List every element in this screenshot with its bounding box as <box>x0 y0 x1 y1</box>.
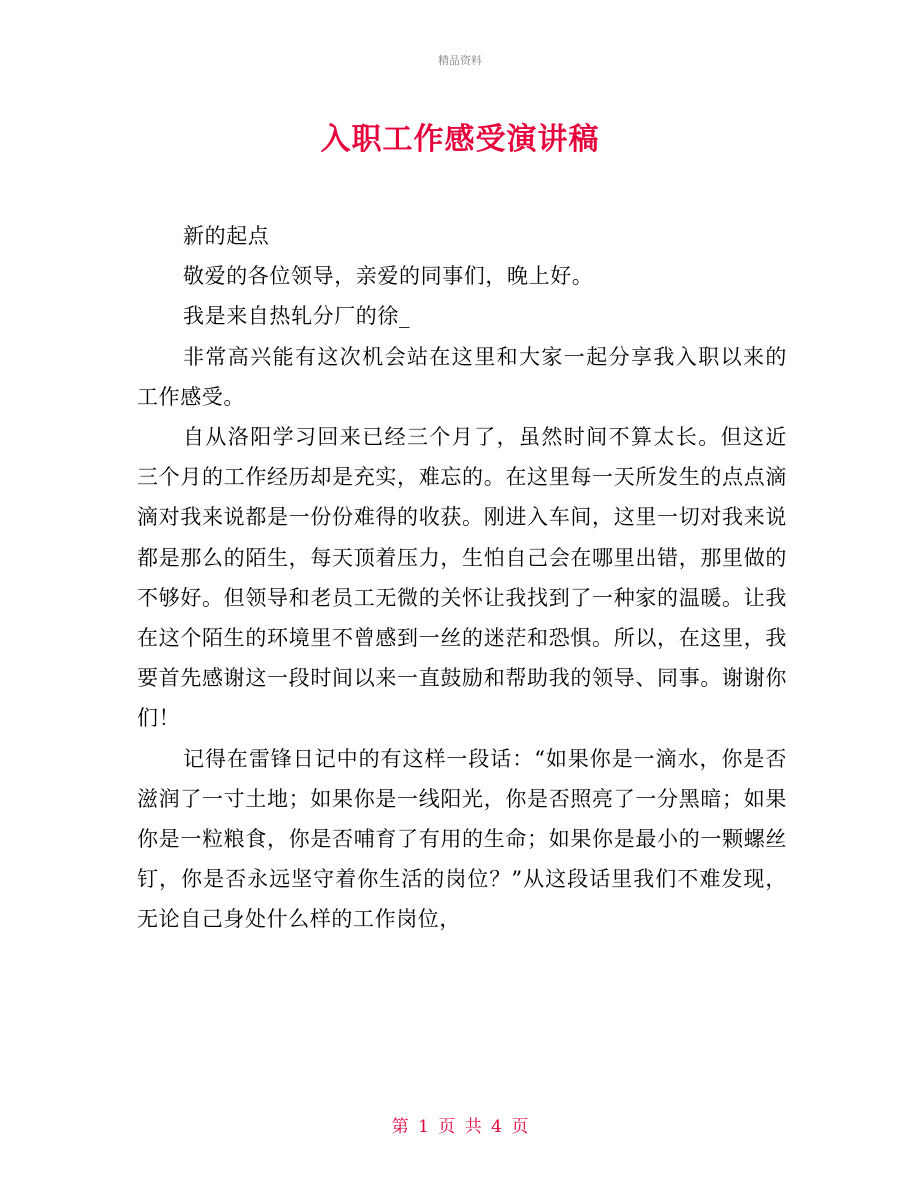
document-body <box>137 216 787 940</box>
page-number-footer: 第 1 页 共 4 页 <box>391 1117 529 1137</box>
paragraph-heading: 新的起点 <box>183 224 270 248</box>
paragraph-experience: 自从洛阳学习回来已经三个月了，虽然时间不算太长。但这近三个月的工作经历却是充实，难忘的。在这里每一天所发生的点点滴滴对我来说都是一份份难得的收获。刚进入车间，这里一切对我来说都是那么的陌生，每天顶着压力，生怕自己会在哪里出错，那里做的不够好。但领导和老员工无微的关怀让我找到了一种家的温暖。让我在这个陌生的环境里不曾感到一丝的迷茫和恐惧。所以，在这里，我要首先感谢这一段时间以来一直鼓励和帮助我的领导、同事。谢谢你们！ <box>137 425 787 731</box>
paragraph-introduction: 我是来自热轧分厂的徐_ <box>183 304 411 329</box>
paragraph-opening: 非常高兴能有这次机会站在这里和大家一起分享我入职以来的工作感受。 <box>137 344 787 409</box>
paragraph-greeting: 敬爱的各位领导，亲爱的同事们，晚上好。 <box>183 264 594 289</box>
document-title: 入职工作感受演讲稿 <box>320 122 600 157</box>
paragraph-quote: 记得在雷锋日记中的有这样一段话：“如果你是一滴水，你是否滋润了一寸土地；如果你是一线阳光，你是否照亮了一分黑暗；如果你是一粒粮食，你是否哺育了有用的生命；如果你是最小的一颗螺丝钉，你是否永远坚守着你生活的岗位？”从这段话里我们不难发现，无论自己身处什么样的工作岗位， <box>137 746 787 932</box>
page-header-label: 精品资料 <box>438 54 482 67</box>
